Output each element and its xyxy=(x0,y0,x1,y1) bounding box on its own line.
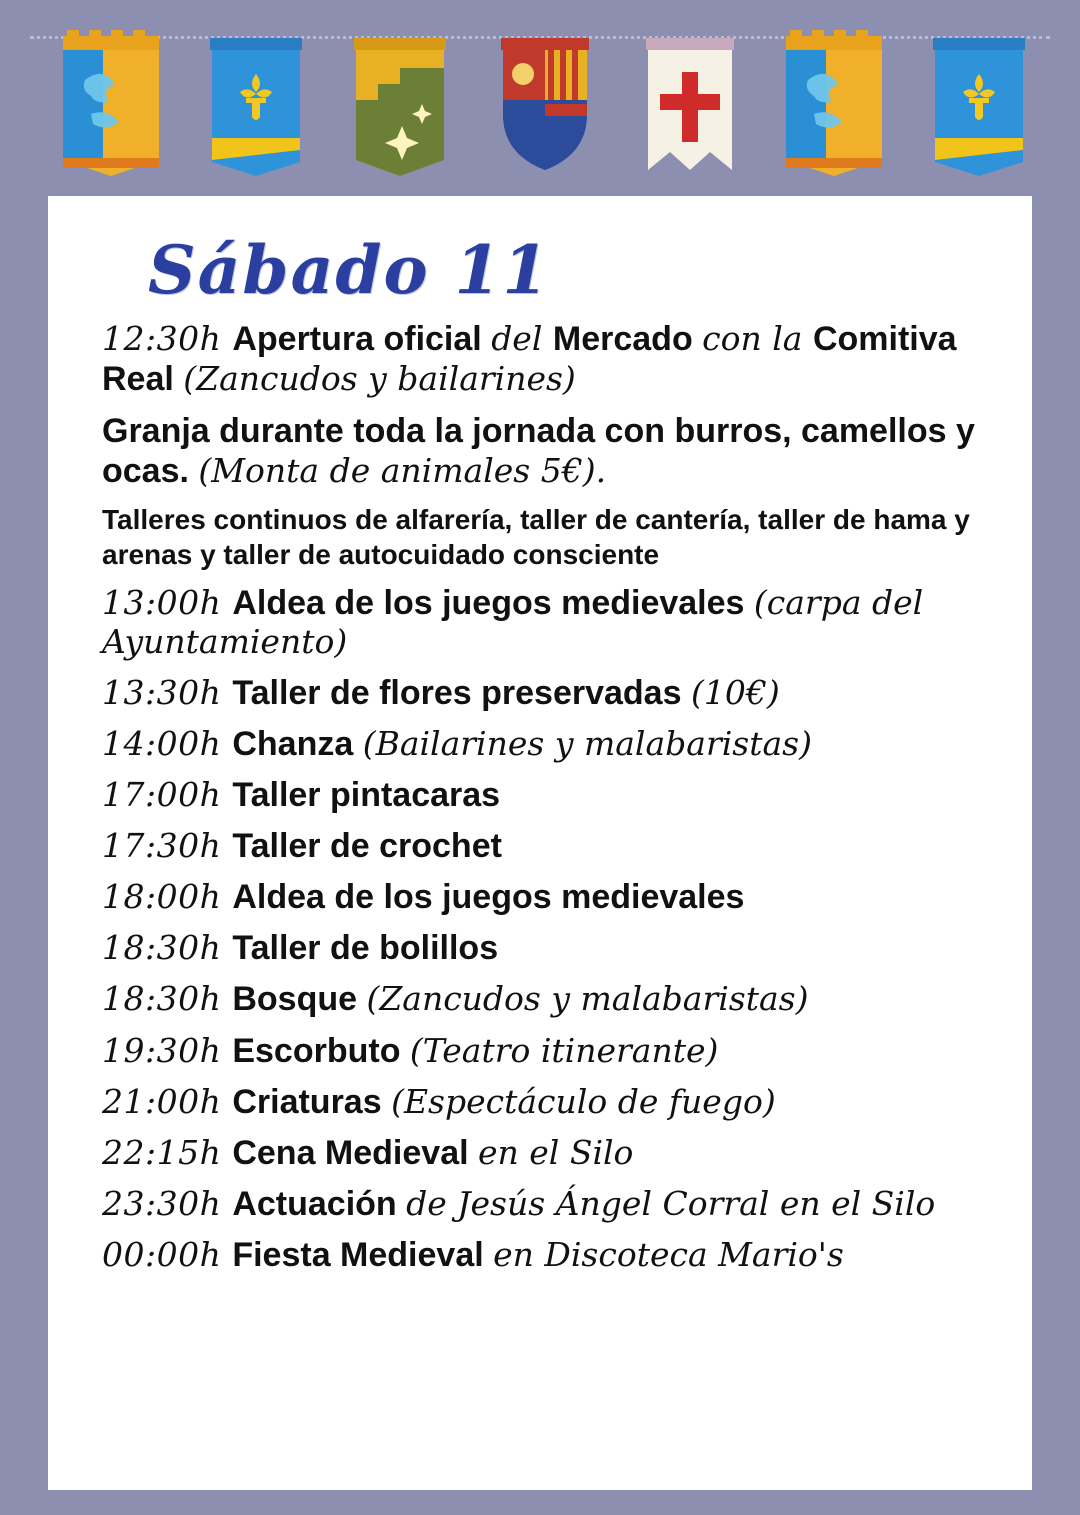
schedule-time: 17:00h xyxy=(102,775,233,814)
poster-card xyxy=(48,196,1032,1490)
schedule-time: 18:00h xyxy=(102,877,233,917)
flag-lion-blue-gold-2 xyxy=(778,30,890,190)
schedule-entry xyxy=(102,673,978,713)
schedule-event-title: Taller de flores preservadas xyxy=(232,673,691,712)
schedule-time: 12:30h xyxy=(102,319,233,359)
schedule-time: 00:00h xyxy=(102,1234,233,1274)
schedule-entry-line xyxy=(102,1082,978,1122)
schedule-entry-line xyxy=(102,775,978,815)
banner-flag-row xyxy=(55,30,1035,200)
schedule-entry xyxy=(102,502,978,572)
flag-lion-blue-gold xyxy=(55,30,167,190)
schedule-event-title: Aldea de los juegos medievales xyxy=(232,583,754,622)
schedule-event-detail: (Espectáculo de fuego) xyxy=(391,1081,776,1121)
schedule-event-title: Granja durante toda la jornada con burros, camellos y ocas. xyxy=(102,411,975,490)
schedule-event-title: Taller pintacaras xyxy=(232,776,501,814)
schedule-entry-line xyxy=(102,979,978,1019)
schedule-event-title: Taller de crochet xyxy=(232,827,502,866)
schedule-entry-line xyxy=(102,673,978,713)
schedule-event-detail: (10€) xyxy=(690,672,780,712)
schedule-time: 13:00h xyxy=(102,582,233,622)
schedule-entry xyxy=(102,979,978,1019)
schedule-entry-line xyxy=(102,928,978,968)
schedule-time: 23:30h xyxy=(102,1183,233,1223)
schedule-entry-line xyxy=(102,319,978,399)
banner-decoration xyxy=(0,0,1080,200)
schedule-event-title: Actuación xyxy=(232,1184,407,1223)
flag-fleur-de-lis-blue xyxy=(200,30,312,190)
schedule-event-title: Bosque xyxy=(232,980,367,1019)
schedule-time: 17:30h xyxy=(102,826,233,866)
schedule-entry-line xyxy=(102,826,978,866)
flag-shield-aragon xyxy=(489,30,601,190)
schedule-event-title: Comitiva Real xyxy=(102,320,957,399)
schedule-entry xyxy=(102,583,978,662)
schedule-note: Talleres continuos de alfarería, taller de cantería, taller de hama y arenas y taller de autocuidado consciente xyxy=(102,503,970,570)
schedule-entry-line xyxy=(102,411,978,491)
schedule-event-title: Mercado xyxy=(552,320,703,359)
schedule-entry-line xyxy=(102,1031,978,1071)
flag-star-gold-green xyxy=(344,30,456,190)
schedule-list xyxy=(102,319,978,1275)
flag-fleur-de-lis-blue-2 xyxy=(923,30,1035,190)
schedule-entry-line xyxy=(102,877,978,917)
schedule-entry xyxy=(102,1235,978,1275)
schedule-time: 21:00h xyxy=(102,1081,233,1121)
schedule-event-title: Fiesta Medieval xyxy=(232,1235,494,1274)
schedule-event-title: Cena Medieval xyxy=(232,1133,478,1172)
schedule-entry xyxy=(102,775,978,815)
page-title: Sábado 11 xyxy=(148,231,551,309)
schedule-entry xyxy=(102,319,978,399)
schedule-event-detail: (Zancudos y malabaristas) xyxy=(366,979,809,1019)
schedule-entry xyxy=(102,928,978,968)
schedule-entry xyxy=(102,877,978,917)
schedule-event-detail: (Zancudos y bailarines) xyxy=(183,359,576,399)
schedule-event-detail: de Jesús Ángel Corral en el Silo xyxy=(406,1183,936,1223)
schedule-time: 13:30h xyxy=(102,672,233,712)
schedule-entry-line xyxy=(102,1235,978,1275)
schedule-entry-line xyxy=(102,724,978,764)
schedule-event-title: Chanza xyxy=(232,724,363,763)
schedule-time: 18:30h xyxy=(102,928,233,968)
schedule-event-title: Criaturas xyxy=(232,1082,392,1121)
schedule-entry xyxy=(102,411,978,491)
schedule-event-title: Taller de bolillos xyxy=(232,929,499,968)
schedule-event-detail: (Bailarines y malabaristas) xyxy=(362,723,812,763)
schedule-entry xyxy=(102,1184,978,1224)
schedule-event-detail: (Monta de animales 5€). xyxy=(198,450,607,490)
schedule-entry xyxy=(102,1031,978,1071)
schedule-entry xyxy=(102,826,978,866)
schedule-event-detail: en Discoteca Mario's xyxy=(493,1234,844,1274)
schedule-event-title: Escorbuto xyxy=(232,1031,410,1070)
schedule-entry-line xyxy=(102,1184,978,1224)
schedule-event-detail: (carpa del Ayuntamiento) xyxy=(102,582,924,661)
schedule-time: 22:15h xyxy=(102,1132,233,1172)
schedule-entry-line xyxy=(102,1133,978,1173)
schedule-event-detail: con la xyxy=(702,319,813,359)
schedule-entry xyxy=(102,724,978,764)
schedule-entry xyxy=(102,1133,978,1173)
flag-cross-red xyxy=(634,30,746,190)
schedule-entry-line xyxy=(102,583,978,662)
schedule-event-detail: en el Silo xyxy=(478,1132,634,1172)
schedule-event-title: Aldea de los juegos medievales xyxy=(232,878,745,917)
schedule-time: 18:30h xyxy=(102,979,233,1019)
schedule-event-detail: del xyxy=(491,319,553,359)
schedule-entry-line xyxy=(102,502,978,572)
schedule-entry xyxy=(102,1082,978,1122)
schedule-event-detail: (Teatro itinerante) xyxy=(409,1030,719,1070)
schedule-time: 19:30h xyxy=(102,1030,233,1070)
schedule-event-title: Apertura oficial xyxy=(232,320,492,359)
schedule-time: 14:00h xyxy=(102,723,233,763)
